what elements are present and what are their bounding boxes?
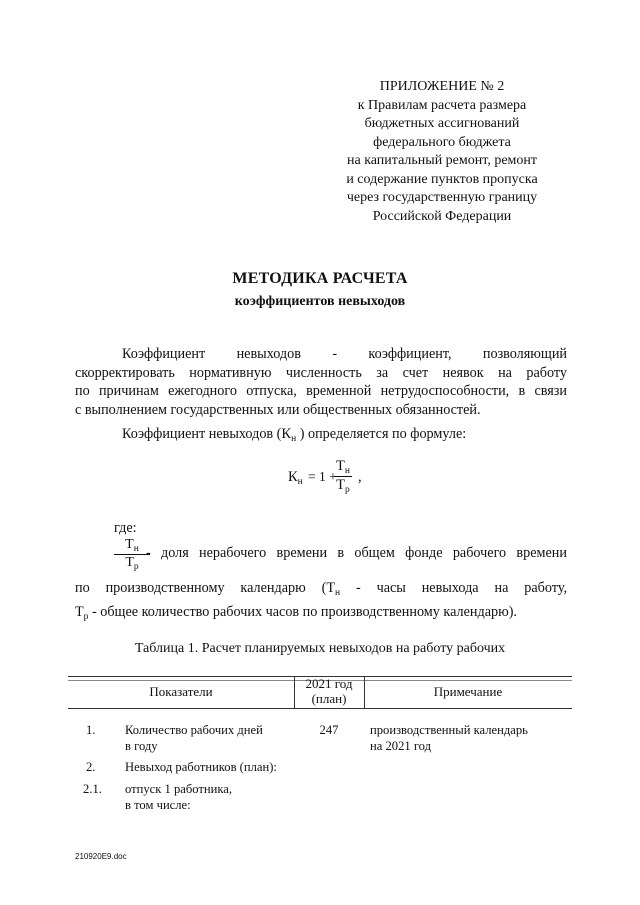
where-label: где: [114,520,137,536]
where-cont1-sub: н [334,588,341,598]
where-cont-line1 [75,579,567,603]
table-row-num: 2. [86,760,96,774]
where-num-sub: н [133,544,139,554]
formula-lhs [288,469,303,487]
formula-intro-before: Коэффициент невыходов ( [122,426,282,442]
formula [288,458,368,508]
table-header-year [294,676,364,706]
appendix-line: через государственную границу [346,190,538,205]
table-row-note [370,722,570,754]
where-cont2-sub: р [83,612,89,622]
where-cont1-a: по производственному календарю (Т [75,580,335,596]
formula-intro-after: ) определяется по формуле: [299,426,467,442]
formula-equals: = 1 + [308,469,337,484]
intro-line: по причинам ежегодного отпуска, временной нетрудоспособности, в связи [75,383,567,400]
formula-lhs-symbol: К [288,469,298,485]
appendix-line: ПРИЛОЖЕНИЕ № 2 [379,79,505,94]
where-cont2-b: - общее количество рабочих часов по производственному календарю). [88,604,517,620]
where-denominator [114,555,150,572]
intro-line: с выполнением государственных или общественных обязанностей. [75,402,481,419]
where-fraction [114,537,150,572]
table-header-indicators: Показатели [149,684,213,699]
table-header-note: Примечание [433,684,503,699]
appendix-header [322,78,562,226]
formula-num-sub: н [344,466,350,476]
document-title: МЕТОДИКА РАСЧЕТА [232,270,408,287]
formula-intro-symbol: К [281,426,292,442]
where-numerator [114,537,150,554]
table-row-label: Невыход работников (план): [125,760,277,774]
where-den-symbol: Т [125,555,134,570]
table-caption: Таблица 1. Расчет планируемых невыходов на работу рабочих [134,641,506,656]
table-row-label [125,781,290,813]
formula-intro-symbol-sub: н [291,434,297,444]
table-header-year-line1: 2021 год [305,676,353,691]
appendix-line: к Правилам расчета размера [357,97,527,113]
formula-lhs-sub: н [297,477,303,487]
table-header-border [68,708,572,709]
table-row-note-line1: производственный календарь [370,723,528,737]
table-header-year-line2: (план) [311,691,347,706]
formula-intro [75,426,567,444]
formula-comma: , [358,469,362,485]
where-continuation [75,579,567,627]
where-cont1-b: - часы невыхода на работу, [340,580,567,596]
appendix-line: федерального бюджета [373,134,511,150]
formula-denominator [334,477,352,495]
table-row-num: 2.1. [83,782,102,796]
document-subtitle: коэффициентов невыходов [234,294,406,309]
footer-file-code: 210920E9.doc [75,852,127,861]
formula-num-symbol: Т [336,458,345,474]
intro-line: Коэффициент невыходов - коэффициент, позволяющий [122,346,567,362]
appendix-line: бюджетных ассигнований [364,116,520,131]
where-num-symbol: Т [125,537,134,552]
table-row-num: 1. [86,723,96,737]
table-row-label-line2: в том числе: [125,798,191,812]
table-row-label-line2: в году [125,739,158,753]
appendix-line: на капитальный ремонт, ремонт [346,153,537,168]
appendix-line: Российской Федерации [372,208,512,224]
formula-den-sub: р [345,485,350,495]
where-cont2-a: Т [75,604,84,620]
intro-line: скорректировать нормативную численность за счет неявок на работу [75,364,567,381]
table-row-label [125,722,290,754]
table-row-label-line1: Количество рабочих дней [125,723,263,737]
where-definition: - доля нерабочего времени в общем фонде рабочего времени [146,545,567,561]
where-den-sub: р [133,562,139,572]
table-row-note-line2: на 2021 год [370,739,432,753]
formula-den-symbol: Т [336,477,346,493]
table-row-value: 247 [319,723,339,737]
intro-paragraph [75,345,567,420]
formula-numerator [334,458,352,476]
appendix-line: и содержание пунктов пропуска [346,171,538,187]
table-row-label-line1: отпуск 1 работника, [125,782,233,796]
formula-fraction [334,458,352,495]
where-cont-line2 [75,603,567,627]
